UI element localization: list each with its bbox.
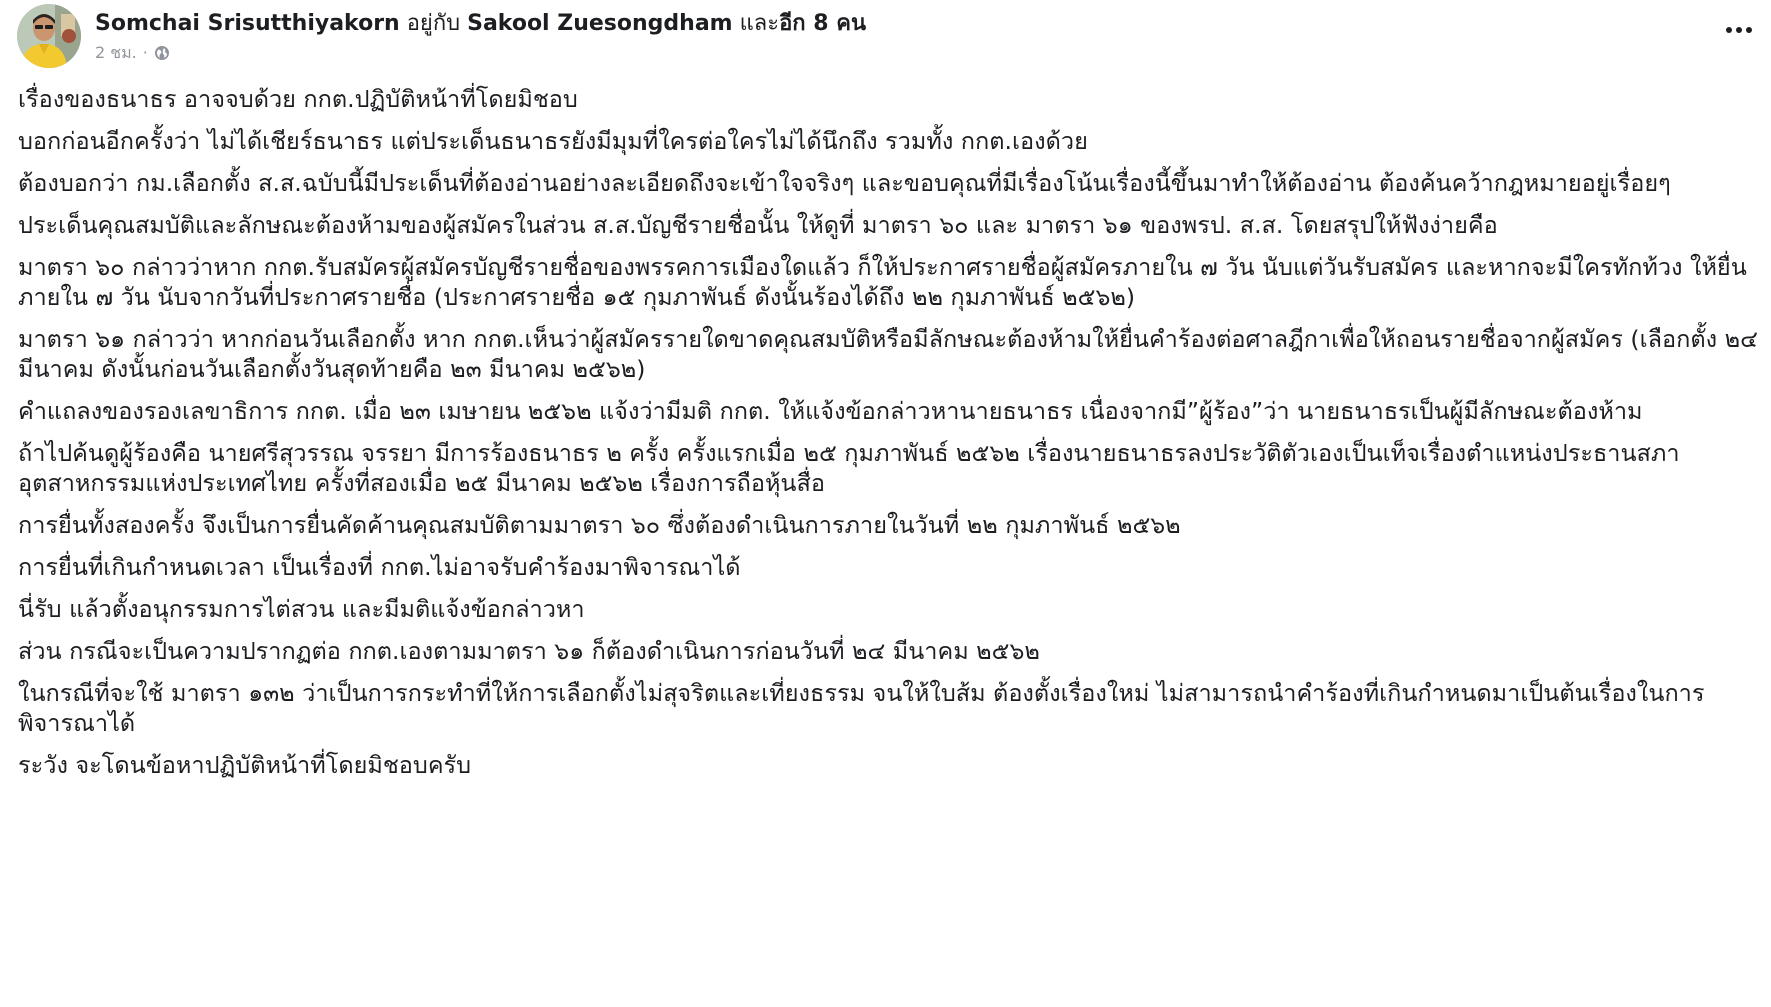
- post-paragraph: ต้องบอกว่า กม.เลือกตั้ง ส.ส.ฉบับนี้มีประเด็นที่ต้องอ่านอย่างละเอียดถึงจะเข้าใจจริงๆ และขอบคุณที่มีเรื่องโน้นเรื่องนี้ขึ้นมาทำให้ต้องอ่าน ต้องค้นคว้ากฎหมายอยู่เรื่อยๆ: [18, 169, 1671, 197]
- post-paragraph: คำแถลงของรองเลขาธิการ กกต. เมื่อ ๒๓ เมษายน ๒๕๖๒ แจ้งว่ามีมติ กกต. ให้แจ้งข้อกล่าวหานายธนาธร เนื่องจากมี”ผู้ร้อง”ว่า นายธนาธรเป็นผู้มีลักษณะต้องห้าม: [18, 397, 1643, 425]
- globe-icon[interactable]: [154, 45, 170, 61]
- post-paragraph: การยื่นทั้งสองครั้ง จึงเป็นการยื่นคัดค้านคุณสมบัติตามมาตรา ๖๐ ซึ่งต้องดำเนินการภายในวันที่ ๒๒ กุมภาพันธ์ ๒๕๖๒: [18, 511, 1181, 539]
- post-paragraph: บอกก่อนอีกครั้งว่า ไม่ได้เชียร์ธนาธร แต่ประเด็นธนาธรยังมีมุมที่ใครต่อใครไม่ได้นึกถึง รวมทั้ง กกต.เองด้วย: [18, 127, 1088, 155]
- post-paragraph: ถ้าไปค้นดูผู้ร้องคือ นายศรีสุวรรณ จรรยา มีการร้องธนาธร ๒ ครั้ง ครั้งแรกเมื่อ ๒๕ กุมภาพันธ์ ๒๕๖๒ เรื่องนายธนาธรลงประวัติตัวเองเป็นเท็จเรื่องตำแหน่งประธานสภาอุตสาหกรรมแห่งประเทศไทย ครั้งที่สองเมื่อ ๒๕ มีนาคม ๒๕๖๒ เรื่องการถือหุ้นสื่อ: [18, 439, 1680, 497]
- post-paragraph: ประเด็นคุณสมบัติและลักษณะต้องห้ามของผู้สมัครในส่วน ส.ส.บัญชีรายชื่อนั้น ให้ดูที่ มาตรา ๖๐ และ มาตรา ๖๑ ของพรป. ส.ส. โดยสรุปให้ฟังง่ายคือ: [18, 211, 1498, 239]
- author-name-link[interactable]: Somchai Srisutthiyakorn: [95, 11, 400, 36]
- post-paragraph: ส่วน กรณีจะเป็นความปรากฏต่อ กกต.เองตามมาตรา ๖๑ ก็ต้องดำเนินการก่อนวันที่ ๒๔ มีนาคม ๒๕๖๒: [18, 637, 1040, 665]
- post-paragraph: การยื่นที่เกินกำหนดเวลา เป็นเรื่องที่ กกต.ไม่อาจรับคำร้องมาพิจารณาได้: [18, 553, 741, 581]
- post-paragraph: เรื่องของธนาธร อาจจบด้วย กกต.ปฏิบัติหน้าที่โดยมิชอบ: [18, 85, 578, 113]
- more-options-icon: [1725, 26, 1753, 34]
- and-text: และ: [732, 11, 780, 36]
- post-header: [17, 2, 1757, 66]
- with-text: อยู่กับ: [399, 11, 468, 36]
- author-avatar[interactable]: [17, 4, 81, 68]
- post-paragraph: ในกรณีที่จะใช้ มาตรา ๑๓๒ ว่าเป็นการกระทำที่ให้การเลือกตั้งไม่สุจริตและเที่ยงธรรม จนให้ใบส้ม ต้องตั้งเรื่องใหม่ ไม่สามารถนำคำร้องที่เกินกำหนดมาเป็นต้นเรื่องในการพิจารณาได้: [18, 679, 1705, 737]
- post-meta: [95, 42, 170, 64]
- post-paragraph: ระวัง จะโดนข้อหาปฏิบัติหน้าที่โดยมิชอบครับ: [18, 751, 472, 779]
- post-paragraph: นี่รับ แล้วตั้งอนุกรรมการไต่สวน และมีมติแจ้งข้อกล่าวหา: [18, 595, 585, 623]
- author-line: [95, 9, 866, 39]
- post-body: [18, 84, 1763, 792]
- others-link[interactable]: อีก 8 คน: [779, 11, 866, 36]
- tagged-friend-link[interactable]: Sakool Zuesongdham: [467, 11, 733, 36]
- more-options-button[interactable]: [1721, 16, 1757, 44]
- post-paragraph: มาตรา ๖๐ กล่าวว่าหาก กกต.รับสมัครผู้สมัครบัญชีรายชื่อของพรรคการเมืองใดแล้ว ก็ให้ประกาศรายชื่อผู้สมัครภายใน ๗ วัน นับแต่วันรับสมัคร และหากจะมีใครทักท้วง ให้ยื่นภายใน ๗ วัน นับจากวันที่ประกาศรายชื่อ (ประกาศรายชื่อ ๑๕ กุมภาพันธ์ ดังนั้นร้องได้ถึง ๒๒ กุมภาพันธ์ ๒๕๖๒): [18, 253, 1747, 311]
- post-timestamp[interactable]: 2 ชม.: [95, 43, 137, 62]
- meta-separator: ·: [142, 43, 148, 62]
- post-paragraph: มาตรา ๖๑ กล่าวว่า หากก่อนวันเลือกตั้ง หาก กกต.เห็นว่าผู้สมัครรายใดขาดคุณสมบัติหรือมีลักษณะต้องห้ามให้ยื่นคำร้องต่อศาลฎีกาเพื่อให้ถอนรายชื่อจากผู้สมัคร (เลือกตั้ง ๒๔ มีนาคม ดังนั้นก่อนวันเลือกตั้งวันสุดท้ายคือ ๒๓ มีนาคม ๒๕๖๒): [18, 325, 1758, 383]
